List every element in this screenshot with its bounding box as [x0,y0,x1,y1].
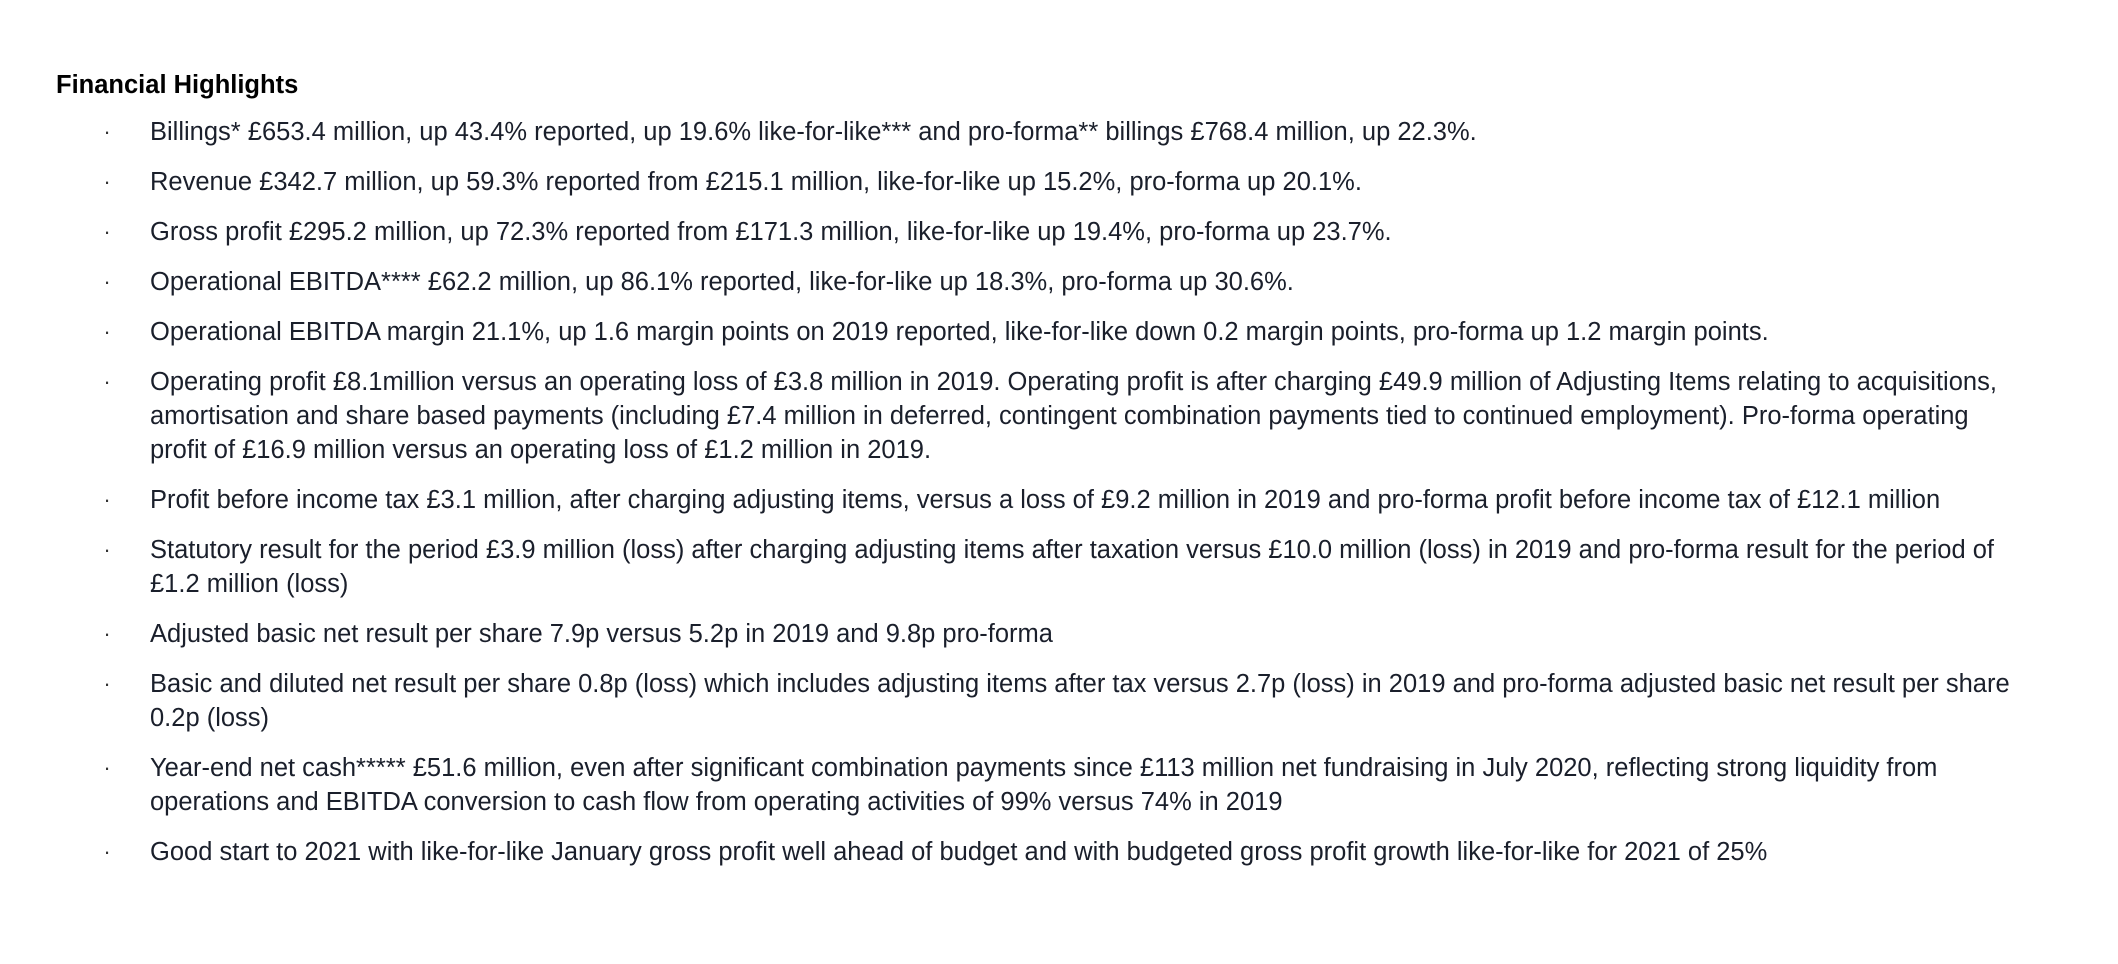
highlight-text: Gross profit £295.2 million, up 72.3% reported from £171.3 million, like-for-like up 19.4%, pro-forma up 23.7%. [150,218,1392,246]
highlight-item-revenue [56,165,2016,199]
highlights-list [56,115,2056,869]
document-body [56,68,2056,885]
highlight-item-outlook [56,835,2016,869]
highlight-item-ebitda [56,265,2016,299]
highlight-text: Profit before income tax £3.1 million, after charging adjusting items, versus a loss of £9.2 million in 2019 and pro-forma profit before income tax of £12.1 million [150,486,1941,514]
highlight-item-net-cash [56,751,2016,819]
bullet-icon: · [103,621,111,646]
bullet-icon: · [103,319,111,344]
highlight-item-operating-profit [56,365,2016,467]
highlight-item-gross-profit [56,215,2016,249]
highlight-text: Operational EBITDA margin 21.1%, up 1.6 margin points on 2019 reported, like-for-like down 0.2 margin points, pro-forma up 1.2 margin points. [150,318,1769,346]
bullet-icon: · [103,487,111,512]
highlight-text: Billings* £653.4 million, up 43.4% reported, up 19.6% like-for-like*** and pro-forma** billings £768.4 million, up 22.3%. [150,118,1477,146]
highlight-item-adjusted-eps [56,617,2016,651]
bullet-icon: · [103,671,111,696]
highlight-item-billings [56,115,2016,149]
bullet-icon: · [103,537,111,562]
highlight-item-basic-diluted-eps [56,667,2016,735]
bullet-icon: · [103,369,111,394]
highlight-text: Year-end net cash***** £51.6 million, even after significant combination payments since £113 million net fundraising in July 2020, reflecting strong liquidity from operations and EBITDA conversion to cash flow from operating activities of 99% versus 74% in 2019 [150,754,1938,816]
highlight-text: Statutory result for the period £3.9 million (loss) after charging adjusting items after taxation versus £10.0 million (loss) in 2019 and pro-forma result for the period of £1.2 million (loss) [150,536,1994,598]
highlight-text: Good start to 2021 with like-for-like January gross profit well ahead of budget and with budgeted gross profit growth like-for-like for 2021 of 25% [150,838,1768,866]
highlight-text: Operational EBITDA**** £62.2 million, up 86.1% reported, like-for-like up 18.3%, pro-forma up 30.6%. [150,268,1294,296]
bullet-icon: · [103,839,111,864]
highlight-item-profit-before-tax [56,483,2016,517]
highlight-item-ebitda-margin [56,315,2016,349]
highlight-text: Adjusted basic net result per share 7.9p versus 5.2p in 2019 and 9.8p pro-forma [150,620,1053,648]
bullet-icon: · [103,119,111,144]
section-title: Financial Highlights [56,71,299,99]
highlight-text: Basic and diluted net result per share 0.8p (loss) which includes adjusting items after tax versus 2.7p (loss) in 2019 and pro-forma adjusted basic net result per share 0.2p (loss) [150,670,2010,732]
highlight-text: Operating profit £8.1million versus an operating loss of £3.8 million in 2019. Operating profit is after charging £49.9 million of Adjusting Items relating to acquisitions, amortisation and share based payments (including £7.4 million in deferred, contingent combination payments tied to continued employment). Pro-forma operating profit of £16.9 million versus an operating loss of £1.2 million in 2019. [150,368,1997,464]
bullet-icon: · [103,219,111,244]
highlight-text: Revenue £342.7 million, up 59.3% reported from £215.1 million, like-for-like up 15.2%, pro-forma up 20.1%. [150,168,1362,196]
bullet-icon: · [103,269,111,294]
bullet-icon: · [103,755,111,780]
bullet-icon: · [103,169,111,194]
highlight-item-statutory-result [56,533,2016,601]
